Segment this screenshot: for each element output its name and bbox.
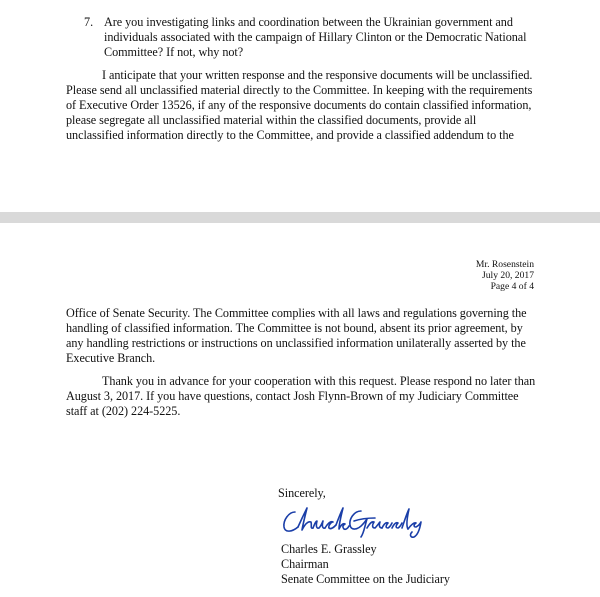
- signer-committee: Senate Committee on the Judiciary: [281, 572, 450, 586]
- page-3-bottom: [0, 0, 600, 212]
- question-line: individuals associated with the campaign of Hillary Clinton or the Democratic National: [104, 30, 527, 44]
- question-line: Are you investigating links and coordination between the Ukrainian government and: [104, 15, 513, 29]
- continuation-line: Office of Senate Security. The Committee complies with all laws and regulations governing the: [66, 306, 527, 320]
- handwritten-signature: [281, 502, 431, 538]
- header-recipient: Mr. Rosenstein: [475, 259, 534, 270]
- signer-name: Charles E. Grassley: [281, 542, 377, 556]
- paragraph-line: I anticipate that your written response and the responsive documents will be unclassified.: [102, 68, 533, 82]
- header-date: July 20, 2017: [482, 270, 534, 281]
- continuation-line: handling of classified information. The Committee is not bound, absent its prior agreement, by: [66, 321, 523, 335]
- signer-title: Chairman: [281, 557, 329, 571]
- continuation-line: any handling restrictions or instructions on unclassified information unilaterally asserted by the: [66, 336, 526, 350]
- closing: Sincerely,: [278, 486, 326, 500]
- item-number: 7.: [84, 15, 94, 29]
- paragraph-line: of Executive Order 13526, if any of the responsive documents do contain classified information,: [66, 98, 532, 112]
- thanks-line: August 3, 2017. If you have questions, contact Josh Flynn-Brown of my Judiciary Committee: [66, 389, 519, 403]
- paragraph-line: unclassified information directly to the Committee, and provide a classified addendum to the: [66, 128, 514, 142]
- header-page-number: Page 4 of 4: [490, 281, 534, 292]
- question-line: Committee? If not, why not?: [104, 45, 244, 59]
- continuation-line: Executive Branch.: [66, 351, 156, 365]
- paragraph-line: Please send all unclassified material directly to the Committee. In keeping with the requirements: [66, 83, 533, 97]
- paragraph-line: please segregate all unclassified material within the classified documents, provide all: [66, 113, 477, 127]
- thanks-line: staff at (202) 224-5225.: [66, 404, 181, 418]
- thanks-line: Thank you in advance for your cooperation with this request. Please respond no later than: [102, 374, 536, 388]
- page-separator: [0, 212, 600, 223]
